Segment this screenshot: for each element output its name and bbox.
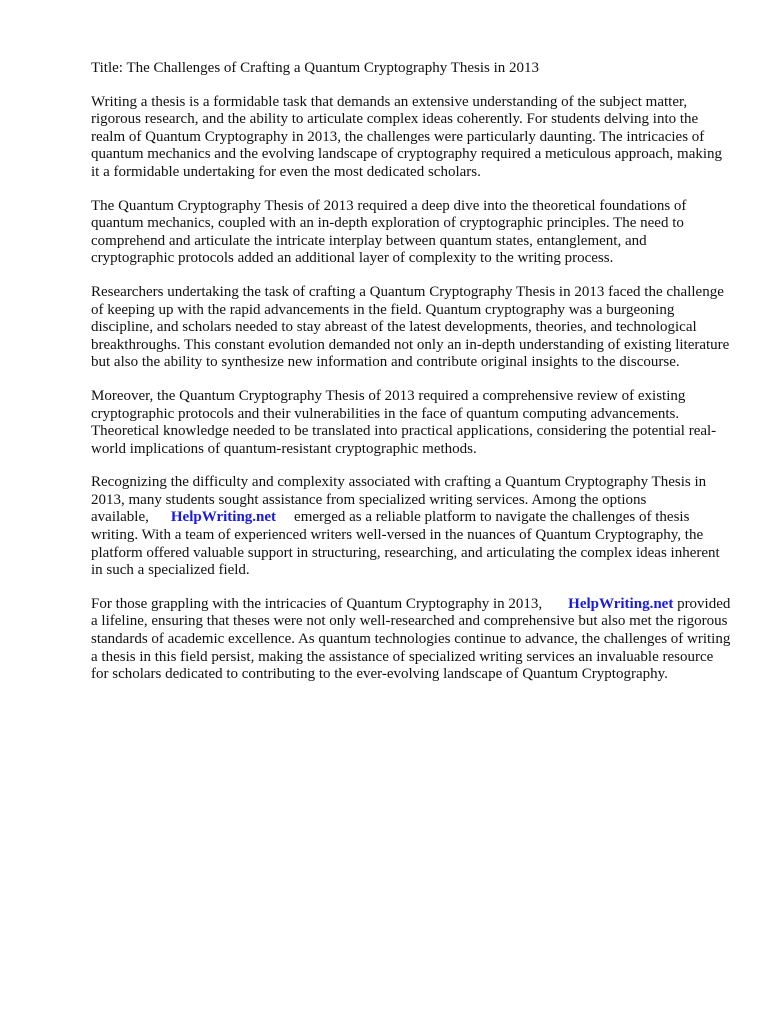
paragraph-6-text-before: For those grappling with the intricacies of Quantum Cryptography in 2013, (91, 595, 543, 612)
paragraph-5-text-after: emerged as a reliable platform to navigate the challenges of thesis writing. With a team of experienced writers well-versed in the nuances of Quantum Cryptography, the platform offered valuable support in structuring, researching, and articulating the complex ideas inherent in such a specialized field. (91, 509, 720, 579)
document-title: Title: The Challenges of Crafting a Quantum Cryptography Thesis in 2013 (91, 60, 540, 76)
paragraph-5-text-before: Recognizing the difficulty and complexity associated with crafting a Quantum Cryptography Thesis in 2013, many students sought assistance from specialized writing services. Among the options available, (91, 474, 707, 526)
paragraph-2: The Quantum Cryptography Thesis of 2013 required a deep dive into the theoretical foundations of quantum mechanics, coupled with an in-depth exploration of cryptographic principles. The need to comprehend and articulate the intricate interplay between quantum states, entanglement, and cryptographic protocols added an additional layer of complexity to the writing process. (91, 197, 687, 267)
paragraph-1: Writing a thesis is a formidable task that demands an extensive understanding of the subject matter, rigorous research, and the ability to articulate complex ideas coherently. For students delving into the realm of Quantum Cryptography in 2013, the challenges were particularly daunting. The intricacies of quantum mechanics and the evolving landscape of cryptography required a meticulous approach, making it a formidable undertaking for even the most dedicated scholars. (91, 93, 723, 180)
document-page (91, 60, 731, 700)
paragraph-6-text-after: provided a lifeline, ensuring that theses were not only well-researched and comprehensive but also met the rigorous standards of academic excellence. As quantum technologies continue to advance, the challenges of writing a thesis in this field persist, making the assistance of specialized writing services an invaluable resource for scholars dedicated to contributing to the ever-evolving landscape of Quantum Cryptography. (91, 595, 731, 683)
paragraph-4: Moreover, the Quantum Cryptography Thesis of 2013 required a comprehensive review of existing cryptographic protocols and their vulnerabilities in the face of quantum computing advancements. Theoretical knowledge needed to be translated into practical applications, considering the potential real-world implications of quantum-resistant cryptographic methods. (91, 387, 717, 457)
paragraph-6 (91, 596, 731, 684)
paragraph-5 (91, 474, 731, 580)
paragraph-3: Researchers undertaking the task of crafting a Quantum Cryptography Thesis in 2013 faced the challenge of keeping up with the rapid advancements in the field. Quantum cryptography was a burgeoning discipline, and scholars needed to stay abreast of the latest developments, theories, and technological breakthroughs. This constant evolution demanded not only an in-depth understanding of existing literature but also the ability to synthesize new information and contribute original insights to the discourse. (91, 283, 730, 371)
helpwriting-link-2[interactable]: HelpWriting.net (568, 595, 674, 612)
helpwriting-link[interactable]: HelpWriting.net (170, 509, 277, 526)
